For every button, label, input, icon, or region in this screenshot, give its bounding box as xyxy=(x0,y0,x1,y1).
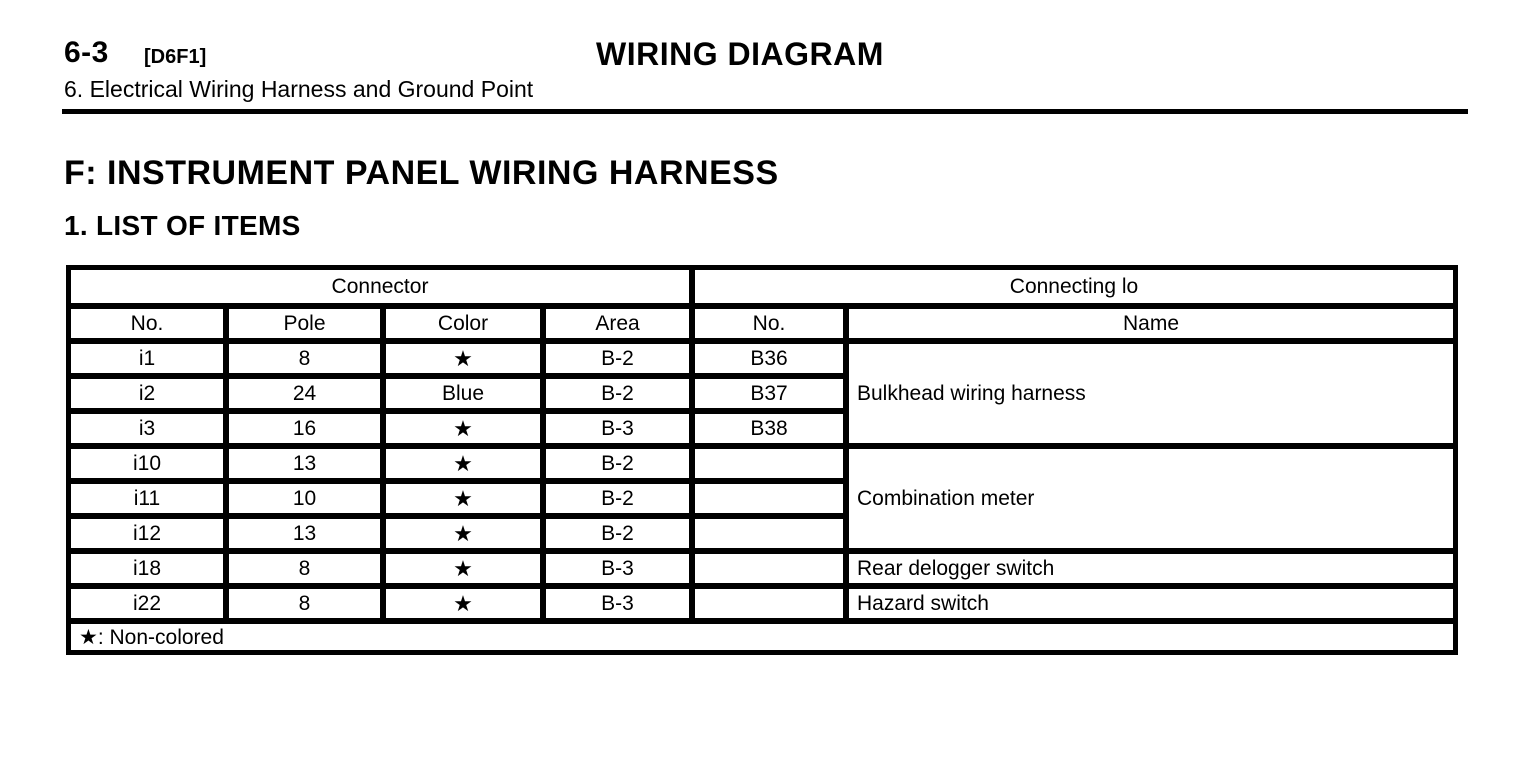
cell-no: i18 xyxy=(71,554,223,583)
column-header-name: Name xyxy=(849,309,1453,338)
column-header-area: Area xyxy=(546,309,689,338)
cell-connecting-no xyxy=(695,554,843,583)
cell-name: Combination meter xyxy=(849,449,1453,548)
header-rule xyxy=(62,109,1468,114)
cell-pole: 24 xyxy=(229,379,380,408)
cell-pole: 13 xyxy=(229,449,380,478)
cell-no: i22 xyxy=(71,589,223,618)
cell-area: B-3 xyxy=(546,554,689,583)
cell-color: ★ xyxy=(386,519,540,548)
group-header-connecting-to: Connecting lo xyxy=(695,270,1453,303)
cell-no: i12 xyxy=(71,519,223,548)
cell-area: B-2 xyxy=(546,344,689,373)
cell-area: B-2 xyxy=(546,449,689,478)
cell-no: i3 xyxy=(71,414,223,443)
document-subtitle: 6. Electrical Wiring Harness and Ground Point xyxy=(64,76,534,102)
cell-area: B-2 xyxy=(546,484,689,513)
cell-pole: 16 xyxy=(229,414,380,443)
cell-color: ★ xyxy=(386,344,540,373)
column-header-color: Color xyxy=(386,309,540,338)
table-footnote: ★: Non-colored xyxy=(71,624,1453,650)
cell-connecting-no xyxy=(695,519,843,548)
cell-pole: 10 xyxy=(229,484,380,513)
cell-color: ★ xyxy=(386,589,540,618)
cell-pole: 13 xyxy=(229,519,380,548)
cell-connecting-no: B38 xyxy=(695,414,843,443)
cell-connecting-no xyxy=(695,449,843,478)
column-header-pole: Pole xyxy=(229,309,380,338)
cell-color: ★ xyxy=(386,484,540,513)
group-header-connector: Connector xyxy=(71,270,689,303)
section-code: [D6F1] xyxy=(144,46,207,68)
section-number: 6-3 xyxy=(64,36,109,69)
cell-pole: 8 xyxy=(229,589,380,618)
cell-connecting-no xyxy=(695,484,843,513)
document-title: WIRING DIAGRAM xyxy=(596,36,884,72)
list-heading: 1. LIST OF ITEMS xyxy=(64,210,301,241)
column-header-no: No. xyxy=(71,309,223,338)
cell-area: B-3 xyxy=(546,414,689,443)
cell-name: Hazard switch xyxy=(849,589,1453,618)
cell-color: ★ xyxy=(386,449,540,478)
cell-color: ★ xyxy=(386,414,540,443)
cell-no: i10 xyxy=(71,449,223,478)
section-heading: F: INSTRUMENT PANEL WIRING HARNESS xyxy=(64,154,779,192)
cell-no: i2 xyxy=(71,379,223,408)
cell-name: Bulkhead wiring harness xyxy=(849,344,1453,443)
cell-area: B-2 xyxy=(546,519,689,548)
column-header-connecting-no: No. xyxy=(695,309,843,338)
cell-connecting-no: B36 xyxy=(695,344,843,373)
cell-connecting-no: B37 xyxy=(695,379,843,408)
cell-color: ★ xyxy=(386,554,540,583)
cell-no: i11 xyxy=(71,484,223,513)
items-table xyxy=(66,265,1458,655)
cell-name: Rear delogger switch xyxy=(849,554,1453,583)
cell-no: i1 xyxy=(71,344,223,373)
cell-connecting-no xyxy=(695,589,843,618)
cell-pole: 8 xyxy=(229,344,380,373)
cell-area: B-2 xyxy=(546,379,689,408)
cell-pole: 8 xyxy=(229,554,380,583)
cell-area: B-3 xyxy=(546,589,689,618)
cell-color: Blue xyxy=(386,379,540,408)
